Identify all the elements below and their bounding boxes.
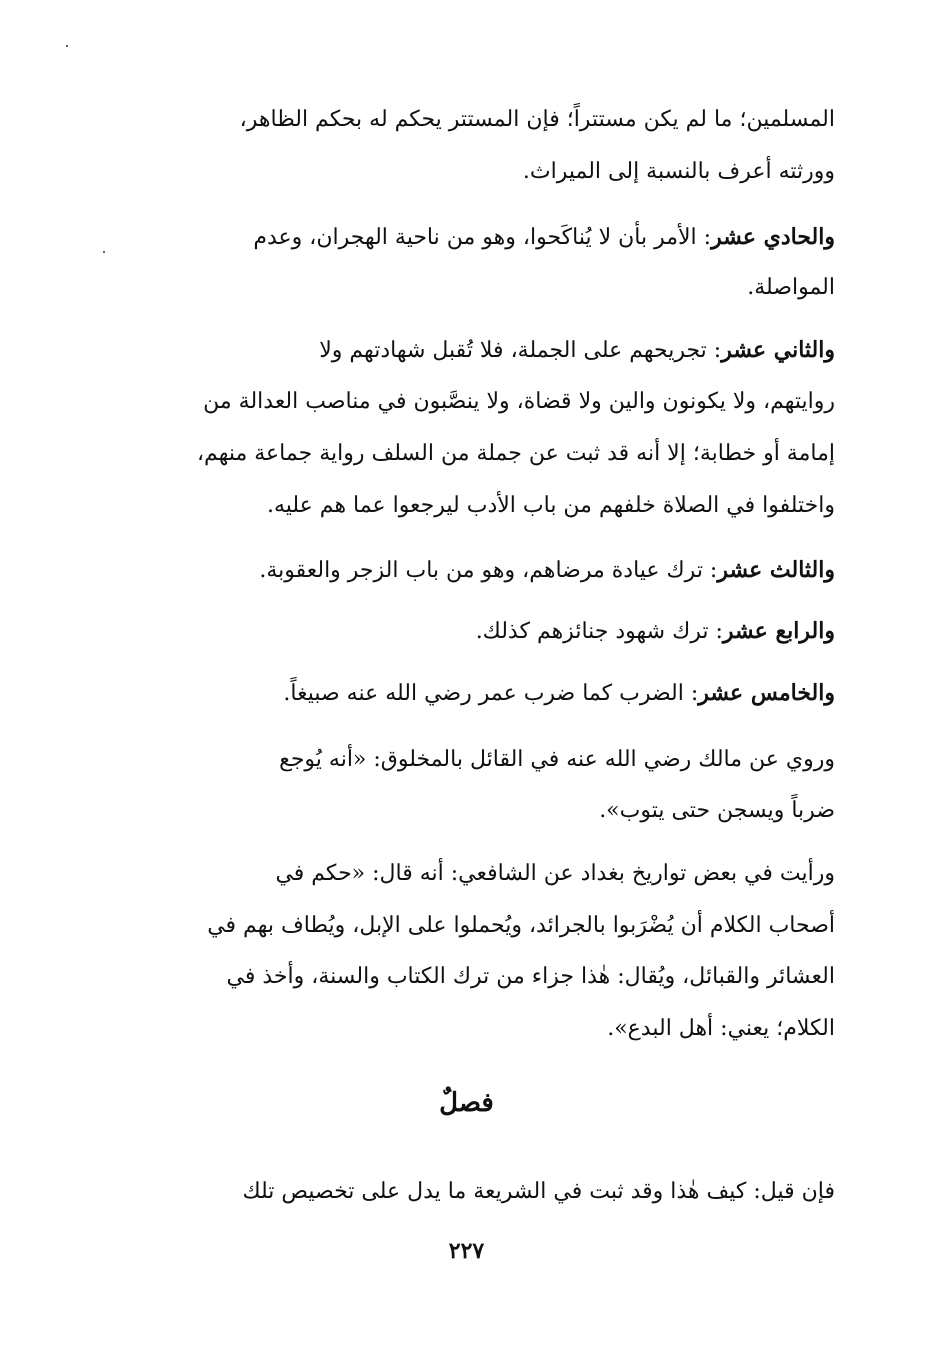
text-line: روايتهم، ولا يكونون والين ولا قضاة، ولا ينصَّبون في مناصب العدالة من [203,389,835,414]
text-line: الكلام؛ يعني: أهل البدع». [607,1016,835,1041]
text-line: المواصلة. [747,275,835,300]
scan-speck [103,251,105,253]
text-line: ورأيت في بعض تواريخ بغداد عن الشافعي: أنه قال: «حكم في [275,861,835,886]
item-lead: والخامس عشر [698,680,835,706]
text-line: وورثته أعرف بالنسبة إلى الميراث. [522,159,835,184]
text-line [108,217,835,257]
text-line [108,550,835,590]
item-lead: والرابع عشر [722,618,835,644]
item-lead: والثاني عشر [721,337,835,363]
text-line [108,611,835,651]
text-line: فإن قيل: كيف هٰذا وقد ثبت في الشريعة ما يدل على تخصيص تلك [242,1179,835,1204]
item-text: : تجريحهم على الجملة، فلا تُقبل شهادتهم ولا [319,338,722,363]
text-line: العشائر والقبائل، ويُقال: هٰذا جزاء من ترك الكتاب والسنة، وأخذ في [226,964,835,989]
item-text: : الضرب كما ضرب عمر رضي الله عنه صبيغاً. [283,681,699,706]
item-text: : ترك عيادة مرضاهم، وهو من باب الزجر والعقوبة. [259,558,718,583]
section-heading: فصلٌ [439,1088,494,1118]
item-lead: والحادي عشر [711,224,835,250]
text-line: وروي عن مالك رضي الله عنه في القائل بالمخلوق: «أنه يُوجع [279,747,835,772]
text-line: أصحاب الكلام أن يُضْرَبوا بالجرائد، ويُحملوا على الإبل، ويُطاف بهم في [207,913,835,938]
item-text: : ترك شهود جنائزهم كذلك. [475,619,723,644]
text-line: المسلمين؛ ما لم يكن مستتراً؛ فإن المستتر يحكم له بحكم الظاهر، [239,107,835,132]
item-lead: والثالث عشر [717,557,835,583]
scan-speck [66,45,68,47]
text-line: واختلفوا في الصلاة خلفهم من باب الأدب ليرجعوا عما هم عليه. [266,493,835,518]
text-line: ضرباً ويسجن حتى يتوب». [599,798,835,823]
body-text [108,0,835,1347]
item-text: : الأمر بأن لا يُناكَحوا، وهو من ناحية الهجران، وعدم [253,225,712,250]
text-line [108,673,835,713]
text-line [108,330,835,370]
text-line: إمامة أو خطابة؛ إلا أنه قد ثبت عن جملة من السلف رواية جماعة منهم، [196,441,835,466]
page-number: ٢٢٧ [448,1238,485,1264]
